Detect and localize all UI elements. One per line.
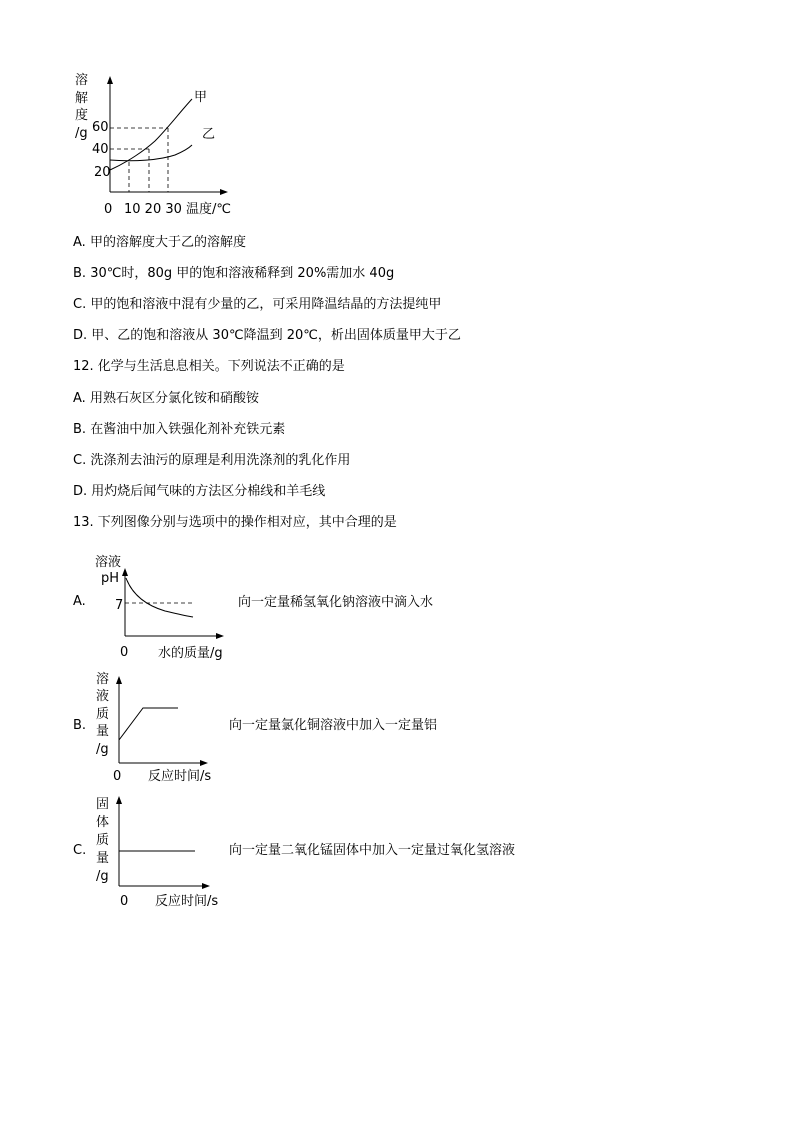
option-text: 甲、乙的饱和溶液从 30℃降温到 20℃，析出固体质量甲大于乙 xyxy=(91,328,461,343)
x-axis-arrow xyxy=(202,883,210,889)
option-text: 用灼烧后闻气味的方法区分棉线和羊毛线 xyxy=(91,484,326,499)
y-axis-label-char: 质 xyxy=(96,833,110,848)
origin-label: 0 xyxy=(120,645,129,660)
y-tick-40: 40 xyxy=(92,142,109,157)
option-text: 在酱油中加入铁强化剂补充铁元素 xyxy=(90,422,286,437)
y-axis-label-unit: pH xyxy=(101,571,120,586)
origin-label: 0 xyxy=(113,769,122,784)
y-tick-60: 60 xyxy=(92,120,109,135)
y-axis-label: 溶液 xyxy=(95,555,122,570)
y-axis-label-char: 溶 xyxy=(75,73,89,88)
option-letter: C. xyxy=(73,297,87,312)
ph-7-tick: 7 xyxy=(115,598,124,613)
option-letter: A. xyxy=(73,391,86,406)
y-axis-label-char: /g xyxy=(96,742,109,757)
y-axis-label-char: 度 xyxy=(75,108,89,123)
y-axis-label-char: 解 xyxy=(75,91,89,106)
option-description: 向一定量氯化铜溶液中加入一定量铝 xyxy=(229,718,438,733)
y-axis-label-char: /g xyxy=(75,126,88,141)
option-description: 向一定量二氧化锰固体中加入一定量过氧化氢溶液 xyxy=(229,843,516,858)
option-text: 甲的饱和溶液中混有少量的乙，可采用降温结晶的方法提纯甲 xyxy=(90,297,442,312)
option-text: 甲的溶解度大于乙的溶解度 xyxy=(89,235,246,250)
option-text: 洗涤剂去油污的原理是利用洗涤剂的乳化作用 xyxy=(90,453,351,468)
option-letter: D. xyxy=(73,484,88,499)
y-axis-label-char: /g xyxy=(96,869,109,884)
option-letter: B. xyxy=(73,266,87,281)
curve-label-jia: 甲 xyxy=(194,90,208,105)
option-letter: C. xyxy=(73,453,87,468)
option-letter: A. xyxy=(73,594,86,609)
origin-label: 0 xyxy=(120,894,129,909)
x-axis-label: 反应时间/s xyxy=(148,769,212,784)
x-axis-label: 反应时间/s xyxy=(155,894,219,909)
y-axis-label-char: 体 xyxy=(96,815,110,830)
question-stem: 13. 下列图像分别与选项中的操作相对应，其中合理的是 xyxy=(73,515,397,530)
y-axis-label-char: 固 xyxy=(96,797,110,812)
x-ticks-label: 10 20 30 温度/℃ xyxy=(124,202,232,217)
option-letter: B. xyxy=(73,422,87,437)
question-stem: 12. 化学与生活息息相关。下列说法不正确的是 xyxy=(73,359,345,374)
y-axis-arrow xyxy=(116,796,122,804)
option-letter: D. xyxy=(73,328,88,343)
option-text: 30℃时，80g 甲的饱和溶液稀释到 20%需加水 40g xyxy=(90,266,395,281)
y-tick-20: 20 xyxy=(94,165,111,180)
x-axis-label: 水的质量/g xyxy=(158,646,223,661)
y-axis-label-char: 量 xyxy=(96,724,110,739)
origin-label: 0 xyxy=(104,202,113,217)
y-axis-label-char: 质 xyxy=(96,707,110,722)
y-axis-label-char: 液 xyxy=(96,689,110,704)
option-letter: B. xyxy=(73,718,87,733)
option-description: 向一定量稀氢氧化钠溶液中滴入水 xyxy=(238,595,434,610)
y-axis-label-char: 溶 xyxy=(96,672,110,687)
curve-label-yi: 乙 xyxy=(202,127,216,142)
option-letter: C. xyxy=(73,843,87,858)
y-axis-label-char: 量 xyxy=(96,851,110,866)
option-letter: A. xyxy=(73,235,86,250)
option-text: 用熟石灰区分氯化铵和硝酸铵 xyxy=(89,391,259,406)
